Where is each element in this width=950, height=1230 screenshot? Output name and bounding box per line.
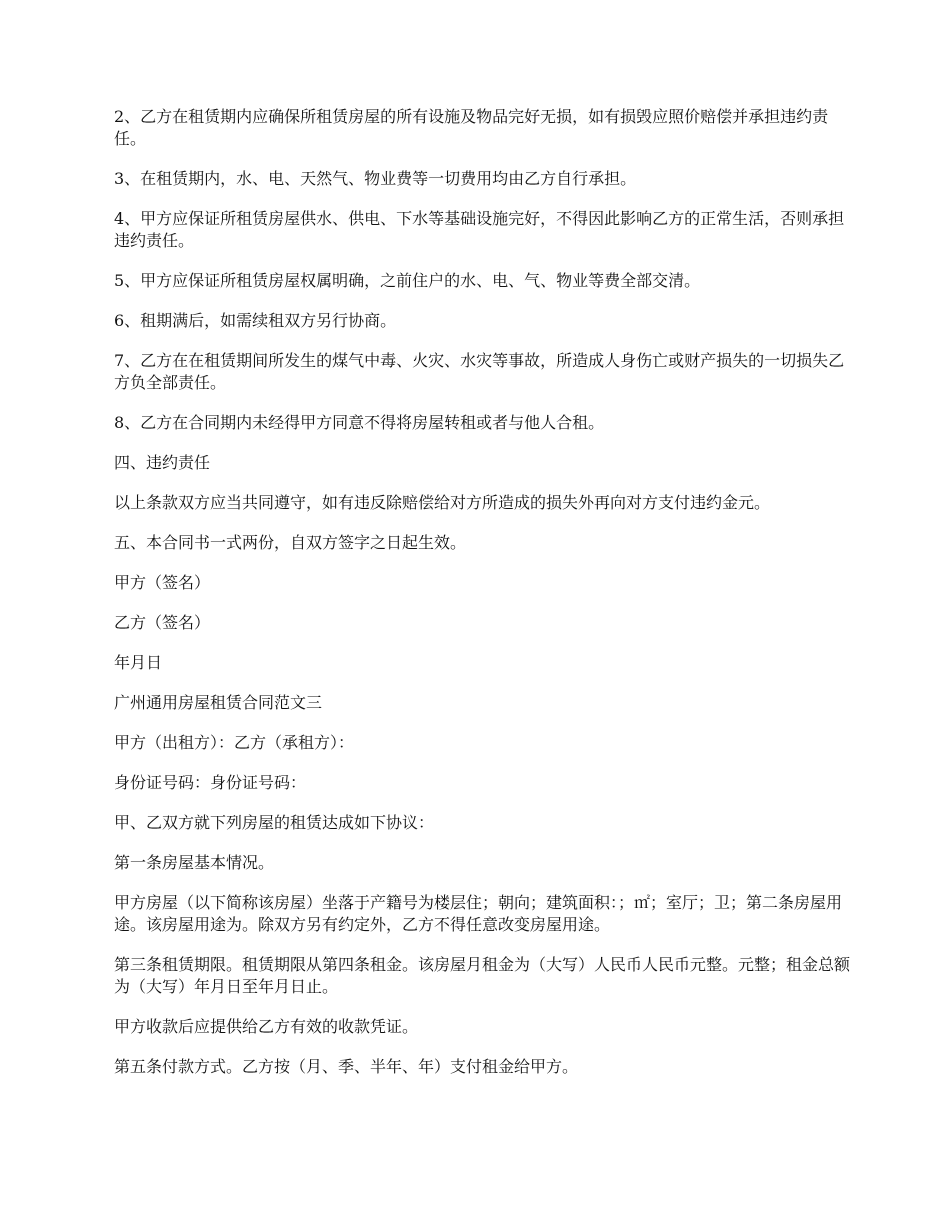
clause-7: 7、乙方在在租赁期间所发生的煤气中毒、火灾、水灾等事故，所造成人身伤亡或财产损失的一切损失乙方负全部责任。 bbox=[114, 351, 845, 392]
id-number-line: 身份证号码：身份证号码： bbox=[114, 773, 307, 792]
document-title-3: 广州通用房屋租赁合同范文三 bbox=[114, 693, 323, 712]
clause-6: 6、租期满后，如需续租双方另行协商。 bbox=[114, 311, 397, 330]
article-5-text: 第五条付款方式。乙方按（月、季、半年、年）支付租金给甲方。 bbox=[114, 1057, 579, 1076]
article-1-2-text: 甲方房屋（以下简称该房屋）坐落于产籍号为楼层住；朝向；建筑面积：；㎡；室厅；卫；第二条房屋用途。该房屋用途为。除双方另有约定外，乙方不得任意改变房屋用途。 bbox=[114, 893, 843, 934]
section-effect: 五、本合同书一式两份，自双方签字之日起生效。 bbox=[114, 533, 467, 552]
article-3-4-text: 第三条租赁期限。租赁期限从第四条租金。该房屋月租金为（大写）人民币人民币元整。元整；租金总额为（大写）年月日至年月日止。 bbox=[114, 955, 851, 996]
receipt-text: 甲方收款后应提供给乙方有效的收款凭证。 bbox=[114, 1017, 419, 1036]
parties-line: 甲方（出租方）：乙方（承租方）： bbox=[114, 733, 355, 752]
breach-text: 以上条款双方应当共同遵守，如有违反除赔偿给对方所造成的损失外再向对方支付违约金元。 bbox=[114, 493, 771, 512]
document-page bbox=[114, 106, 850, 1096]
date-line: 年月日 bbox=[114, 653, 163, 672]
article-1-heading: 第一条房屋基本情况。 bbox=[114, 853, 275, 872]
party-b-signature: 乙方（签名） bbox=[114, 613, 211, 632]
party-a-signature: 甲方（签名） bbox=[114, 573, 211, 592]
clause-5: 5、甲方应保证所租赁房屋权属明确，之前住户的水、电、气、物业等费全部交清。 bbox=[114, 271, 701, 290]
clause-3: 3、在租赁期内，水、电、天然气、物业费等一切费用均由乙方自行承担。 bbox=[114, 169, 637, 188]
clause-4: 4、甲方应保证所租赁房屋供水、供电、下水等基础设施完好，不得因此影响乙方的正常生活，否则承担违约责任。 bbox=[114, 209, 845, 250]
clause-2: 2、乙方在租赁期内应确保所租赁房屋的所有设施及物品完好无损，如有损毁应照价赔偿并承担违约责任。 bbox=[114, 107, 829, 148]
agreement-intro: 甲、乙双方就下列房屋的租赁达成如下协议： bbox=[114, 813, 435, 832]
section-heading-breach: 四、违约责任 bbox=[114, 453, 211, 472]
clause-8: 8、乙方在合同期内未经得甲方同意不得将房屋转租或者与他人合租。 bbox=[114, 413, 605, 432]
